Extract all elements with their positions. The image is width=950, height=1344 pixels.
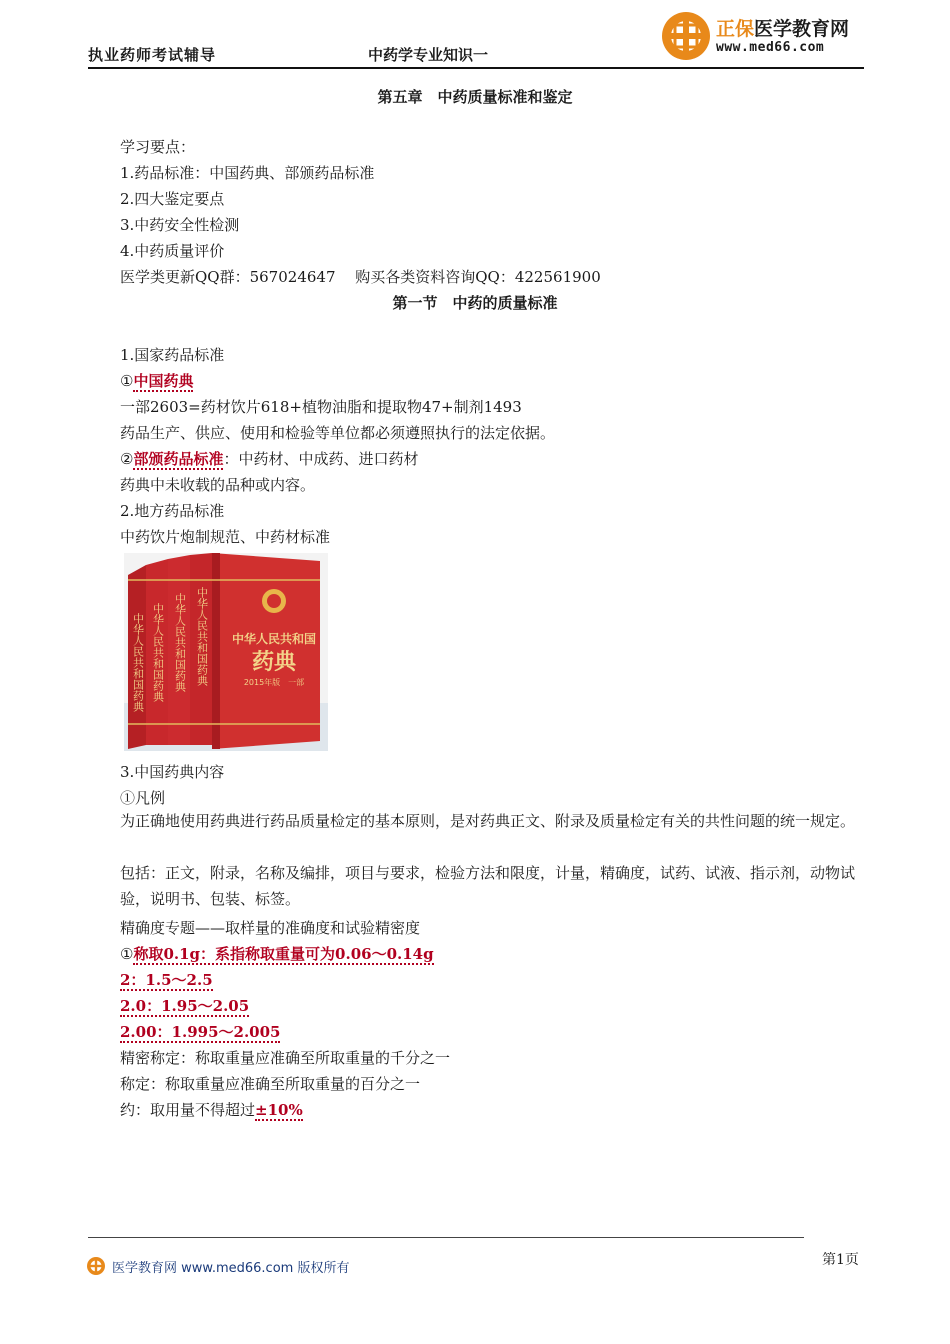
prefix: ① <box>120 945 134 963</box>
body-line: 精确度专题——取样量的准确度和试验精密度 <box>120 919 421 937</box>
body-line: 2.地方药品标准 <box>120 502 225 520</box>
med66-logo-icon <box>660 10 712 62</box>
highlight-tolerance: ±10% <box>255 1101 303 1119</box>
key-point-item: 1.药品标准：中国药典、部颁药品标准 <box>120 164 375 182</box>
header-divider <box>88 67 864 69</box>
highlight-range: 2.00：1.995～2.005 <box>120 1023 281 1041</box>
logo-brand <box>716 14 849 41</box>
body-line: 一部2603=药材饮片618+植物油脂和提取物47+制剂1493 <box>120 398 522 416</box>
key-point-item: 3.中药安全性检测 <box>120 216 240 234</box>
body-line: 药品生产、供应、使用和检验等单位都必须遵照执行的法定依据。 <box>120 424 556 442</box>
header-center-title: 中药学专业知识一 <box>368 46 489 64</box>
qq-contact-line: 医学类更新QQ群：567024647 购买各类资料咨询QQ：422561900 <box>120 268 601 286</box>
paragraph-text: 为正确地使用药典进行药品质量检定的基本原则，是对药典正文、附录及质量检定有关的共性问题的统一规定。 <box>120 812 856 830</box>
section-title: 第一节 中药的质量标准 <box>392 294 558 312</box>
body-line: 3.中国药典内容 <box>120 763 225 781</box>
spine-text: 中华人民共和国药典 <box>151 603 165 702</box>
paragraph-text: 包括：正文，附录，名称及编排，项目与要求，检验方法和限度，计量，精确度，试药、试液、指示剂，动物试验，说明书、包装、标签。 <box>120 864 856 908</box>
spine-text: 中华人民共和国药典 <box>173 593 187 692</box>
body-line: 称定：称取重量应准确至所取重量的百分之一 <box>120 1075 421 1093</box>
footer-copyright: 医学教育网 www.med66.com 版权所有 <box>112 1261 350 1276</box>
text: 约：取用量不得超过 <box>120 1101 256 1119</box>
highlight-range: 2：1.5～2.5 <box>120 971 213 989</box>
logo-brand-name: 医学教育网 <box>754 18 850 40</box>
highlight-weigh-range: 称取0.1g：系指称取重量可为0.06～0.14g <box>133 945 434 963</box>
footer-logo-icon <box>86 1256 106 1276</box>
body-line-highlight <box>120 944 434 964</box>
pharmacopoeia-books-image <box>124 553 328 751</box>
body-line: 中药饮片炮制规范、中药材标准 <box>120 528 331 546</box>
highlight-pharmacopoeia: 中国药典 <box>133 372 194 390</box>
body-line-highlight <box>120 449 418 469</box>
prefix: ② <box>120 450 134 468</box>
header-left-title: 执业药师考试辅导 <box>88 46 217 64</box>
key-points-heading: 学习要点： <box>120 138 196 156</box>
body-line: 1.国家药品标准 <box>120 346 225 364</box>
page-number: 第1页 <box>822 1252 859 1268</box>
rest: ：中药材、中成药、进口药材 <box>223 450 419 468</box>
book-cover-title: 中华人民共和国 <box>231 632 317 646</box>
body-line: ①凡例 <box>120 789 166 807</box>
body-line-highlight <box>120 996 249 1016</box>
body-line-highlight <box>120 1100 303 1120</box>
footer-divider <box>88 1237 804 1238</box>
key-point-item: 2.四大鉴定要点 <box>120 190 225 208</box>
body-line: 药典中未收载的品种或内容。 <box>120 476 316 494</box>
logo-brand-zhengbao: 正保 <box>716 18 755 40</box>
body-line-highlight <box>120 1022 280 1042</box>
spine-text: 中华人民共和国药典 <box>131 613 145 712</box>
body-paragraph-includes <box>120 860 866 912</box>
body-line: 精密称定：称取重量应准确至所取重量的千分之一 <box>120 1049 451 1067</box>
body-paragraph-fanli <box>120 808 866 834</box>
body-line-highlight <box>120 970 213 990</box>
key-point-item: 4.中药质量评价 <box>120 242 225 260</box>
chapter-title: 第五章 中药质量标准和鉴定 <box>377 88 573 106</box>
highlight-ministry-standard: 部颁药品标准 <box>133 450 224 468</box>
body-line-highlight <box>120 371 193 391</box>
prefix: ① <box>120 372 134 390</box>
logo-url: www.med66.com <box>716 40 825 55</box>
highlight-range: 2.0：1.95～2.05 <box>120 997 250 1015</box>
book-cover-edition: 2015年版 一部 <box>243 678 305 687</box>
book-cover-big: 药典 <box>251 650 297 675</box>
spine-text: 中华人民共和国药典 <box>195 587 209 686</box>
